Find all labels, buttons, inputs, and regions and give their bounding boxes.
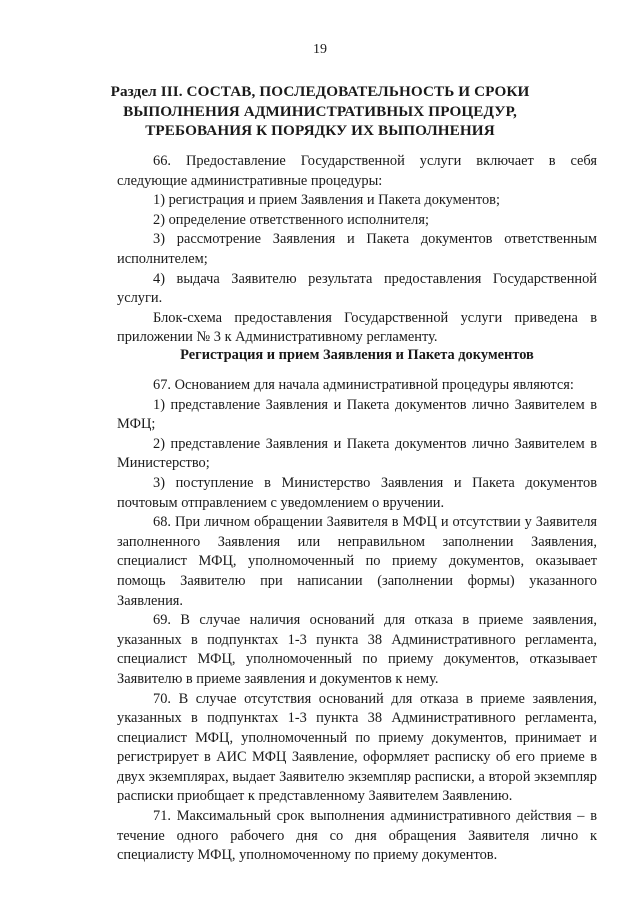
list-item: 2) определение ответственного исполнителя;: [153, 211, 429, 228]
list-item: 1) регистрация и прием Заявления и Пакета документов;: [153, 192, 500, 209]
list-item: 3) поступление в Министерство Заявления и Пакета документов почтовым отправлением с уведомлением о вручении.: [117, 474, 597, 511]
paragraph: 66. Предоставление Государственной услуги включает в себя следующие административные процедуры:: [117, 153, 597, 189]
paragraph: 71. Максимальный срок выполнения административного действия – в течение одного рабочего дня со дня обращения Заявителя лично к специалисту МФЦ, уполномоченному по приему документов.: [117, 808, 597, 864]
page-number: 19: [313, 42, 327, 57]
paragraph: 67. Основанием для начала административной процедуры являются:: [153, 377, 574, 393]
paragraph: Блок-схема предоставления Государственной услуги приведена в приложении № 3 к Административному регламенту.: [117, 309, 597, 346]
registration-block: [117, 376, 597, 866]
subsection-title: Регистрация и прием Заявления и Пакета документов: [180, 347, 534, 363]
paragraph: 70. В случае отсутствия оснований для отказа в приеме заявления, указанных в подпунктах 1-3 пункта 38 Административного регламента, специалист МФЦ, уполномоченный по приему документов, принимает и регистрирует в АИС МФЦ Заявление, оформляет расписку об его приеме в двух экземплярах, выдает Заявителю экземпляр расписки, а второй экземпляр расписки приобщает к представленному Заявителем Заявлению.: [117, 690, 597, 805]
list-item: 1) представление Заявления и Пакета документов лично Заявителем в МФЦ;: [117, 396, 597, 433]
section-title-line: ВЫПОЛНЕНИЯ АДМИНИСТРАТИВНЫХ ПРОЦЕДУР,: [123, 102, 517, 120]
list-item: 3) рассмотрение Заявления и Пакета документов ответственным исполнителем;: [117, 231, 597, 267]
list-item: 2) представление Заявления и Пакета документов лично Заявителем в Министерство;: [117, 435, 597, 472]
section-title-line: Раздел III. СОСТАВ, ПОСЛЕДОВАТЕЛЬНОСТЬ И СРОКИ: [110, 83, 530, 100]
paragraph: 69. В случае наличия оснований для отказа в приеме заявления, указанных в подпунктах 1-3 пункта 38 Административного регламента, специалист МФЦ, уполномоченный по приему документов, отказывает Заявителю в приеме заявления и документов к нему.: [117, 612, 597, 687]
list-item: 4) выдача Заявителю результата предоставления Государственной услуги.: [117, 270, 597, 307]
procedures-list-block: [117, 152, 597, 348]
section-title-line: ТРЕБОВАНИЯ К ПОРЯДКУ ИХ ВЫПОЛНЕНИЯ: [145, 122, 495, 139]
paragraph: 68. При личном обращении Заявителя в МФЦ и отсутствии у Заявителя заполненного Заявления или неправильном заполнении Заявления, специалист МФЦ, уполномоченный по приему документов, оказывает помощь Заявителю при написании (заполнении формы) указанного Заявления.: [117, 514, 597, 609]
section-title: [108, 82, 532, 141]
